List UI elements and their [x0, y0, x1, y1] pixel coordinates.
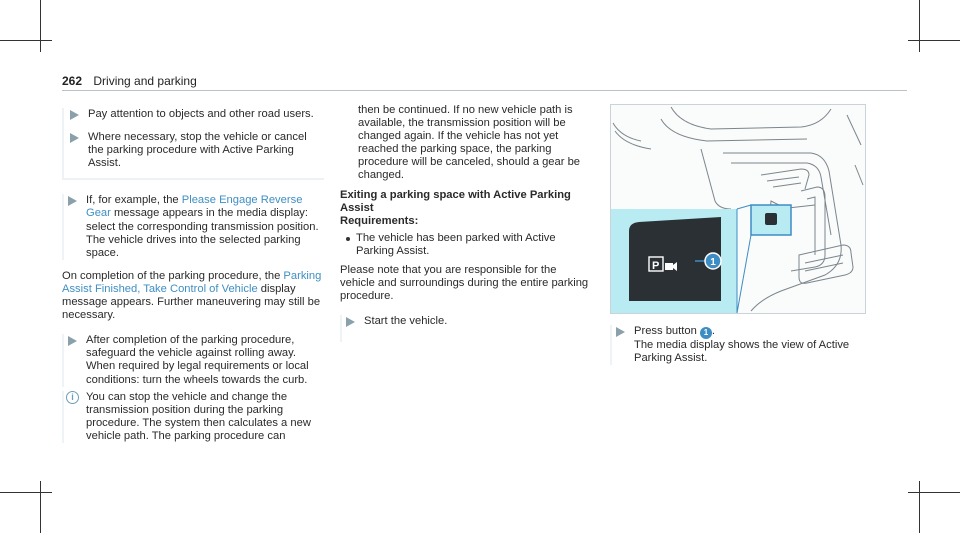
note-text: You can stop the vehicle and change the transmission position during the parking procedure. The system then calculates a new vehicle path. The parking procedure can: [86, 390, 311, 442]
step-bar: [340, 315, 342, 342]
info-icon: i: [66, 391, 79, 404]
right-column: [610, 323, 864, 375]
center-console-illustration: [611, 105, 865, 313]
step-arrow-icon: [346, 317, 355, 327]
step-bar: [62, 334, 64, 386]
page-number: 262: [62, 74, 83, 88]
paragraph: On completion of the parking procedure, the Parking Assist Finished, Take Control of Vehicle display message appears. Further maneuvering may still be necessary.: [62, 269, 322, 322]
header-rule: [62, 90, 907, 91]
crop-mark: [919, 0, 920, 52]
paragraph: then be continued. If no new vehicle path is available, the transmission position will be changed again. If the vehicle has not yet reached the parking space, the parking procedure will be canceled, should a gear be changed.: [358, 104, 581, 182]
crop-mark: [0, 40, 52, 41]
list-item: The vehicle has been parked with Active Parking Assist.: [340, 232, 592, 258]
step-text: message appears in the media display: select the corresponding transmission position.: [86, 207, 319, 233]
display-message-link: Parking Assist Finished, Take Control of Vehicle: [62, 269, 322, 295]
display-message-link: Please Engage Reverse Gear: [86, 194, 303, 220]
step: [64, 131, 324, 170]
callout-badge: 1: [700, 327, 712, 339]
step-arrow-icon: [68, 196, 77, 206]
step-text: Where necessary, stop the vehicle or cancel the parking procedure with Active Parking Assist.: [88, 131, 307, 170]
step-text: If, for example, the: [86, 194, 182, 207]
step-text: After completion of the parking procedure, safeguard the vehicle against rolling away. When required by legal requirements or local conditions: turn the wheels towards the curb.: [86, 334, 309, 386]
note: [62, 391, 324, 443]
page-header: [62, 74, 197, 88]
section-heading: Exiting a parking space with Active Parking Assist: [340, 188, 571, 214]
crop-mark: [40, 0, 41, 52]
requirements-label: Requirements:: [340, 214, 419, 227]
step-bar: [610, 325, 612, 365]
crop-mark: [908, 492, 960, 493]
step-bar: [62, 391, 64, 443]
step: [62, 334, 324, 386]
step: [64, 108, 324, 121]
step-arrow-icon: [68, 336, 77, 346]
step: [62, 194, 324, 259]
crop-mark: [908, 40, 960, 41]
paragraph: Please note that you are responsible for the vehicle and surroundings during the entire parking procedure.: [340, 264, 589, 303]
figure-center-console: [610, 104, 866, 314]
crop-mark: [919, 481, 920, 533]
step-result: The media display shows the view of Active Parking Assist.: [634, 339, 850, 365]
step-text: Pay attention to objects and other road users.: [88, 108, 314, 120]
left-column: [62, 108, 324, 443]
middle-column: [340, 104, 592, 338]
step-arrow-icon: [616, 327, 625, 337]
step-bar: [62, 194, 64, 259]
svg-text:P: P: [652, 260, 660, 272]
parking-button-small: [765, 213, 777, 225]
step-text: Start the vehicle.: [364, 315, 448, 328]
step-arrow-icon: [70, 110, 79, 120]
step: [340, 315, 592, 328]
step-result: The vehicle drives into the selected parking space.: [86, 233, 301, 259]
caution-box: [62, 108, 324, 180]
callout-label: 1: [710, 257, 716, 268]
crop-mark: [40, 481, 41, 533]
section-title: Driving and parking: [93, 74, 197, 88]
crop-mark: [0, 492, 52, 493]
step: Press button 1 . The media display shows the view of Active Parking Assist.: [610, 325, 864, 365]
step-arrow-icon: [70, 133, 79, 143]
step-text: Press button: [634, 325, 700, 337]
